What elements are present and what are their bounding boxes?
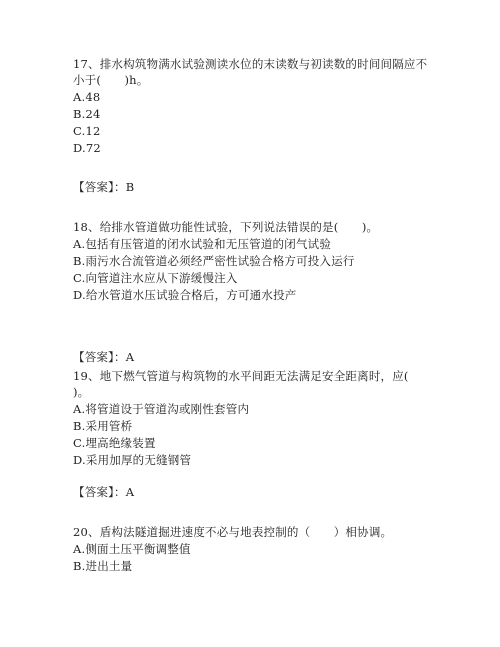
- question-stem: [73, 524, 433, 540]
- option-c: C.埋高绝缘装置: [73, 436, 156, 450]
- question-stem-line: 18、给排水管道做功能性试验，下列说法错误的是( )。: [73, 220, 379, 234]
- question-stem: [73, 368, 433, 400]
- question-stem-line: 19、地下燃气管道与构筑物的水平间距无法满足安全距离时，应(: [73, 369, 409, 383]
- question-17: [73, 56, 433, 157]
- option-a: A.48: [73, 90, 101, 104]
- question-stem-line: 20、盾构法隧道掘进速度不必与地表控制的（ ）相协调。: [73, 525, 393, 539]
- question-20: [73, 524, 433, 575]
- option-d: D.给水管道水压试验合格后，方可通水投产: [73, 288, 297, 302]
- option-a: A.侧面土压平衡调整值: [73, 542, 191, 556]
- option-b: B.雨污水合流管道必须经严密性试验合格方可投入运行: [73, 254, 355, 268]
- option-b: B.采用管桥: [73, 419, 133, 433]
- answer-17: 【答案】：B: [73, 180, 135, 194]
- option-b: B.进出土量: [73, 559, 133, 573]
- question-stem-line: )。: [73, 385, 90, 399]
- option-c: C.向管道注水应从下游缓慢注入: [73, 271, 238, 285]
- question-stem-line: 小于( )h。: [73, 73, 149, 87]
- question-stem: [73, 56, 433, 88]
- option-a: A.包括有压管道的闭水试验和无压管道的闭气试验: [73, 237, 332, 251]
- question-stem: [73, 219, 433, 235]
- question-18: [73, 219, 433, 304]
- answer-19: 【答案】：A: [73, 485, 135, 499]
- question-19: [73, 368, 433, 469]
- option-c: C.12: [73, 124, 101, 138]
- answer-18: 【答案】：A: [73, 350, 135, 364]
- option-a: A.将管道设于管道沟或刚性套管内: [73, 402, 250, 416]
- option-b: B.24: [73, 107, 101, 121]
- option-d: D.采用加厚的无缝钢管: [73, 453, 192, 467]
- question-stem-line: 17、排水构筑物满水试验测读水位的末读数与初读数的时间间隔应不: [73, 57, 428, 71]
- option-d: D.72: [73, 141, 101, 155]
